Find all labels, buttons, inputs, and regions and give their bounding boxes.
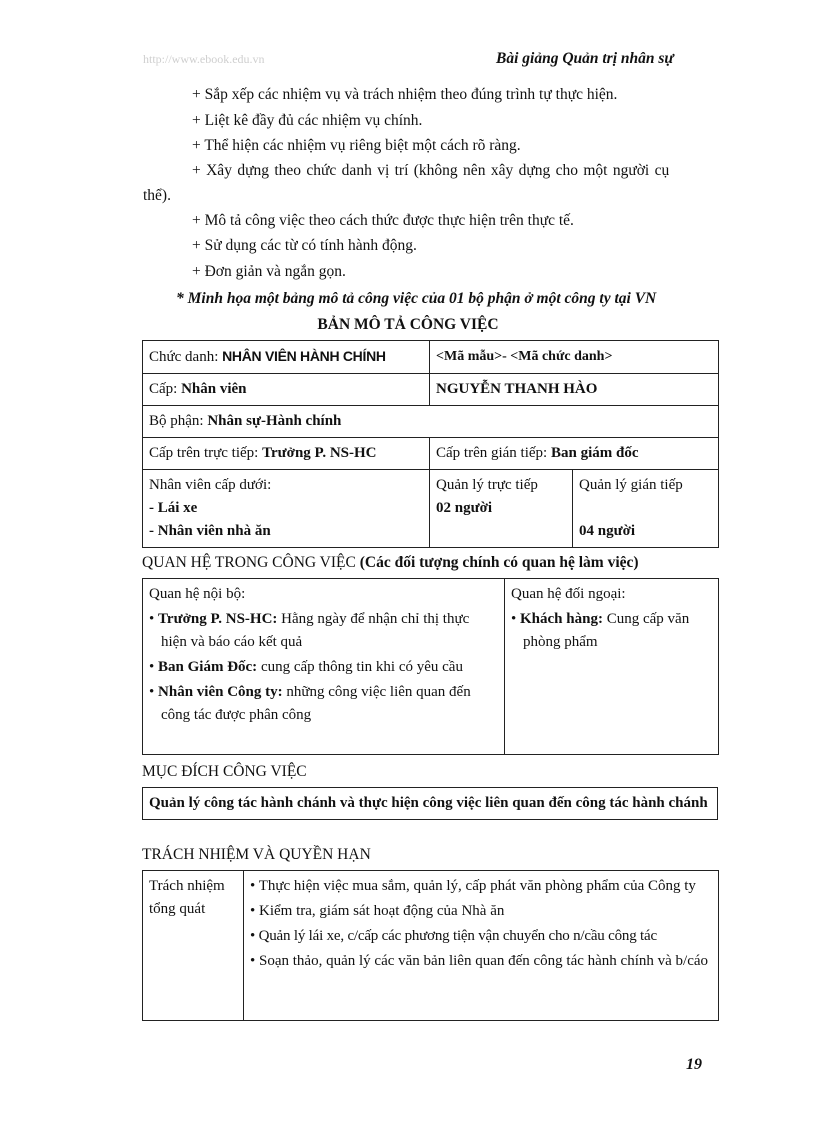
bullet-continuation: thể). — [143, 187, 171, 204]
purpose-table — [142, 787, 718, 820]
code-cell: <Mã mẫu>- <Mã chức danh> — [430, 341, 719, 374]
employee-name-cell: NGUYỄN THANH HÀO — [430, 374, 719, 406]
department-cell: Bộ phận: Nhân sự-Hành chính — [143, 406, 719, 438]
bullet-line: + Sử dụng các từ có tính hành động. — [192, 237, 417, 254]
purpose-heading: MỤC ĐÍCH CÔNG VIỆC — [142, 763, 307, 780]
responsibility-label: Trách nhiệm tổng quát — [143, 871, 244, 1021]
subordinates-cell: Nhân viên cấp dưới: - Lái xe - Nhân viên nhà ăn — [143, 470, 430, 548]
bullet-line: + Thể hiện các nhiệm vụ riêng biệt một cách rõ ràng. — [192, 137, 521, 154]
responsibility-item: • Kiểm tra, giám sát hoạt động của Nhà ăn — [250, 903, 505, 919]
level-cell: Cấp: Nhân viên — [143, 374, 430, 406]
subordinate-item: - Lái xe — [149, 500, 198, 516]
relation-item: • Khách hàng: Cung cấp văn phòng phẩm — [511, 611, 690, 650]
relations-heading: QUAN HỆ TRONG CÔNG VIỆC (Các đối tượng chính có quan hệ làm việc) — [142, 554, 639, 571]
internal-relations-cell: Quan hệ nội bộ: • Trưởng P. NS-HC: Hằng ngày để nhận chỉ thị thực hiện và báo cáo kết quả • Ban Giám Đốc: cung cấp thông tin khi có yêu cầu • Nhân viên Công ty: những công việc liên quan đến công tác được phân công — [143, 579, 505, 755]
bullet-line: + Đơn giản và ngắn gọn. — [192, 263, 346, 280]
responsibility-list — [244, 871, 719, 1021]
job-info-table — [142, 340, 719, 548]
document-title: BẢN MÔ TẢ CÔNG VIỆC — [317, 316, 499, 333]
subordinate-item: - Nhân viên nhà ăn — [149, 523, 271, 539]
responsibility-item: • Thực hiện việc mua sắm, quản lý, cấp phát văn phòng phẩm của Công ty — [250, 878, 696, 894]
bullet-line: + Liệt kê đầy đủ các nhiệm vụ chính. — [192, 112, 423, 129]
responsibility-item: • Quản lý lái xe, c/cấp các phương tiện vận chuyển cho n/cầu công tác — [250, 928, 657, 944]
figure-caption: * Minh họa một bảng mô tả công việc của 01 bộ phận ở một công ty tại VN — [176, 290, 657, 307]
page-number: 19 — [686, 1056, 702, 1073]
direct-supervisor-cell: Cấp trên trực tiếp: Trưởng P. NS-HC — [143, 438, 430, 470]
relations-table — [142, 578, 719, 755]
responsibilities-heading: TRÁCH NHIỆM VÀ QUYỀN HẠN — [142, 846, 371, 863]
watermark-url: http://www.ebook.edu.vn — [143, 52, 265, 66]
relation-item: • Trưởng P. NS-HC: Hằng ngày để nhận chỉ thị thực hiện và báo cáo kết quả — [149, 611, 470, 650]
indirect-supervisor-cell: Cấp trên gián tiếp: Ban giám đốc — [430, 438, 719, 470]
indirect-management-cell: Quản lý gián tiếp 04 người — [573, 470, 719, 548]
responsibility-item: • Soạn thảo, quản lý các văn bản liên quan đến công tác hành chính và b/cáo — [250, 953, 709, 969]
direct-management-cell: Quản lý trực tiếp 02 người — [430, 470, 573, 548]
job-title-cell: Chức danh: NHÂN VIÊN HÀNH CHÍNH — [143, 341, 430, 374]
bullet-line: + Xây dựng theo chức danh vị trí (không nên xây dựng cho một người cụ — [192, 162, 670, 179]
purpose-text: Quản lý công tác hành chánh và thực hiện công việc liên quan đến công tác hành chánh — [143, 788, 718, 820]
relation-item: • Nhân viên Công ty: những công việc liên quan đến công tác được phân công — [149, 684, 471, 723]
bullet-line: + Sắp xếp các nhiệm vụ và trách nhiệm theo đúng trình tự thực hiện. — [192, 86, 618, 103]
relation-item: • Ban Giám Đốc: cung cấp thông tin khi có yêu cầu — [149, 659, 463, 675]
running-title: Bài giảng Quản trị nhân sự — [496, 50, 674, 67]
responsibilities-table — [142, 870, 719, 1021]
bullet-line: + Mô tả công việc theo cách thức được thực hiện trên thực tế. — [192, 212, 574, 229]
external-relations-cell: Quan hệ đối ngoại: • Khách hàng: Cung cấp văn phòng phẩm — [505, 579, 719, 755]
